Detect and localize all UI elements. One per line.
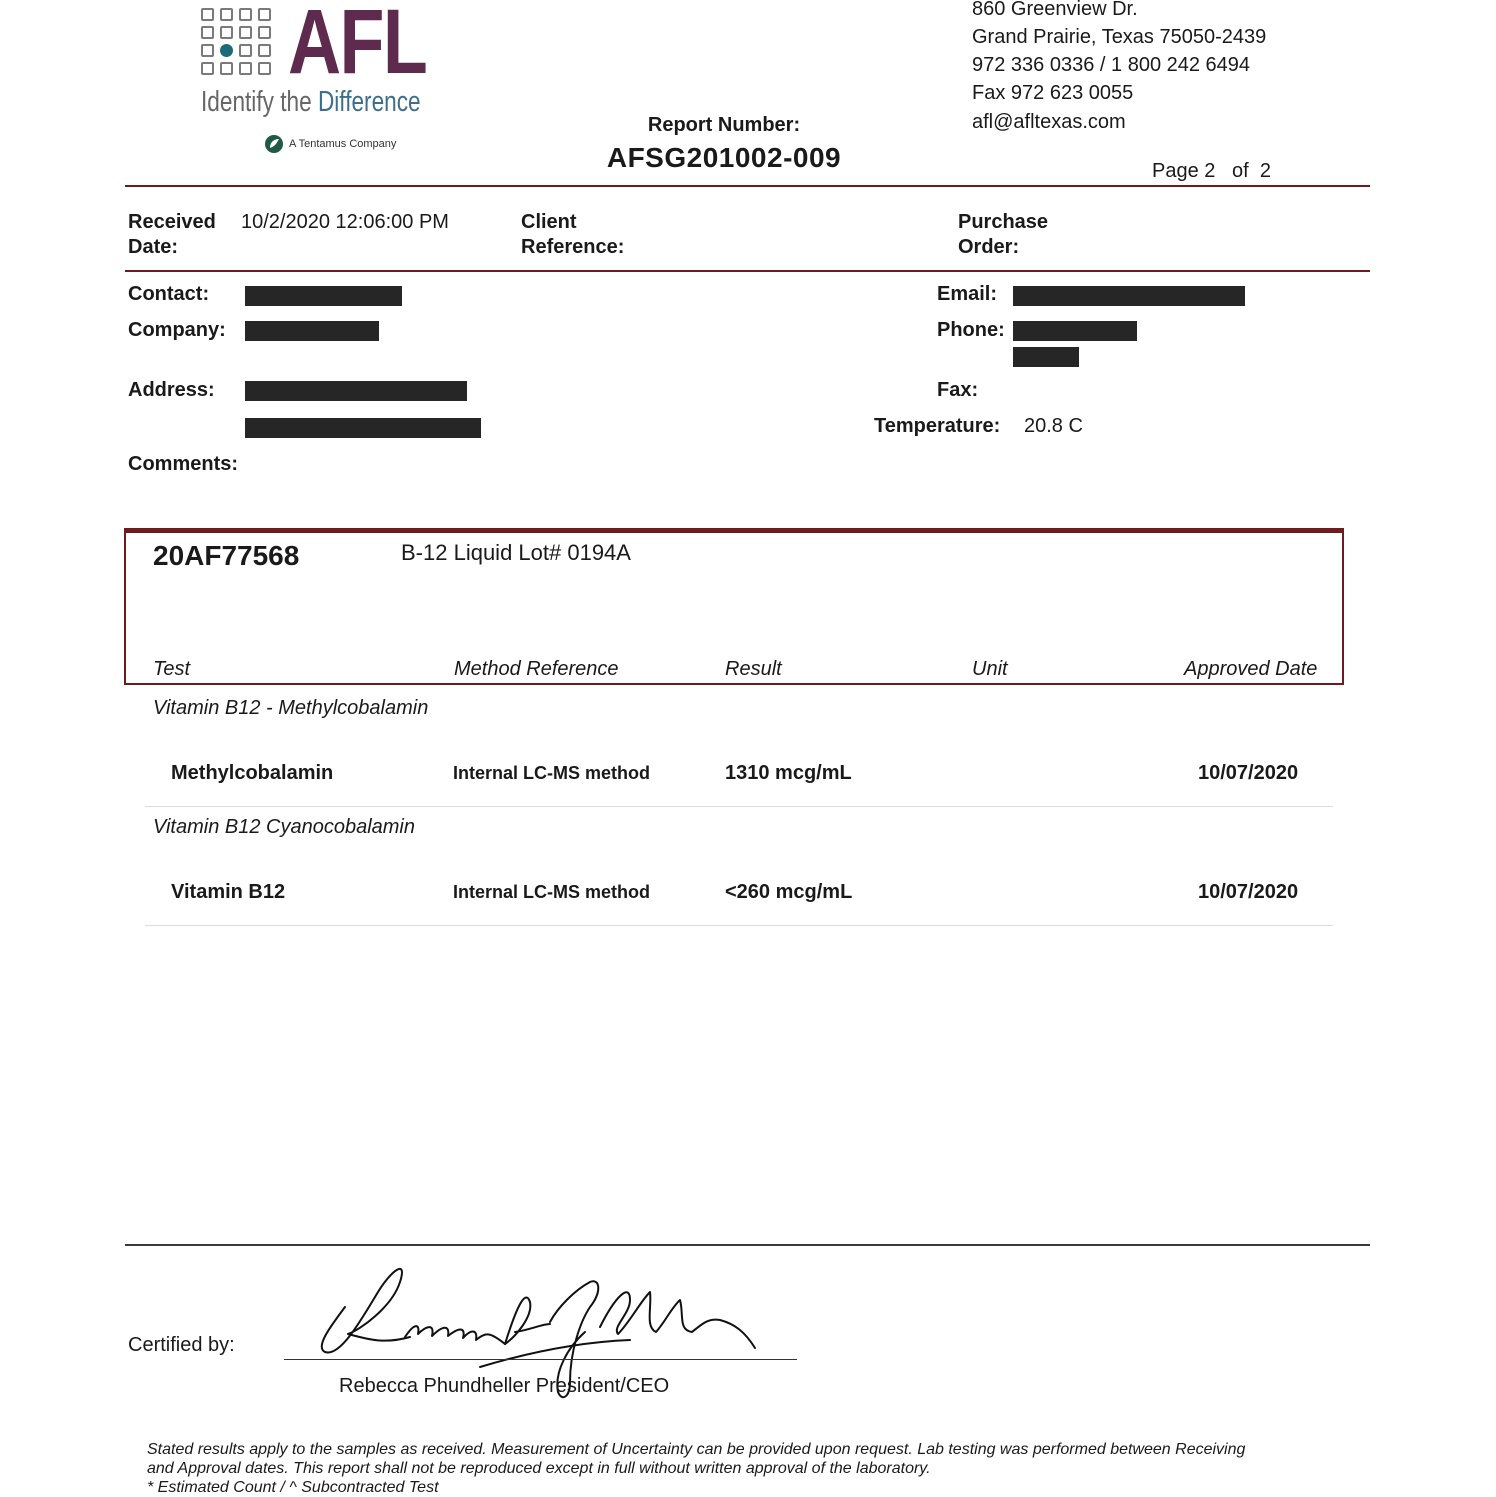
page-indicator: Page 2 of 2 xyxy=(1152,160,1271,182)
test-result: <260 mcg/mL xyxy=(725,881,853,903)
temperature-label: Temperature: xyxy=(874,415,1001,437)
logo-grid-icon xyxy=(201,8,273,78)
address-line-5: afl@afltexas.com xyxy=(972,111,1126,133)
footer-line-2: and Approval dates. This report shall not be reproduced except in full without written approval of the laboratory. xyxy=(147,1460,931,1477)
tentamus-leaf-icon xyxy=(264,134,284,154)
address-line-1: 860 Greenview Dr. xyxy=(972,0,1138,20)
test-group-name: Vitamin B12 Cyanocobalamin xyxy=(153,816,416,838)
client-label-line2: Reference: xyxy=(521,236,625,258)
test-method: Internal LC-MS method xyxy=(453,882,650,902)
phone-redaction-2 xyxy=(1013,347,1079,367)
test-result: 1310 mcg/mL xyxy=(725,762,852,784)
address-line-3: 972 336 0336 / 1 800 242 6494 xyxy=(972,54,1251,76)
received-date-label xyxy=(128,210,216,260)
header-rule xyxy=(125,185,1370,187)
purchase-order-label xyxy=(958,210,1048,260)
email-redaction xyxy=(1013,286,1245,306)
parent-company: A Tentamus Company xyxy=(289,138,397,150)
report-number: AFSG201002-009 xyxy=(606,142,842,173)
sample-id: 20AF77568 xyxy=(153,540,300,571)
test-approved-date: 10/07/2020 xyxy=(1198,762,1299,784)
row-divider xyxy=(145,925,1333,926)
received-label-line1: Received xyxy=(128,211,216,233)
phone-label: Phone: xyxy=(937,319,1005,341)
report-number-label: Report Number: xyxy=(647,114,801,136)
po-label-line1: Purchase xyxy=(958,211,1049,233)
logo-brand: AFL xyxy=(288,0,427,93)
test-approved-date: 10/07/2020 xyxy=(1198,881,1299,903)
client-reference-label xyxy=(521,210,624,260)
test-group-name: Vitamin B12 - Methylcobalamin xyxy=(153,697,429,719)
client-label-line1: Client xyxy=(521,211,577,233)
po-label-line2: Order: xyxy=(958,236,1020,258)
temperature-value: 20.8 C xyxy=(1024,415,1083,437)
address-redaction-2 xyxy=(245,418,481,438)
test-method: Internal LC-MS method xyxy=(453,763,650,783)
address-line-4: Fax 972 623 0055 xyxy=(972,82,1134,104)
test-name: Methylcobalamin xyxy=(171,762,334,784)
certified-by-label: Certified by: xyxy=(128,1334,235,1356)
footer-line-1: Stated results apply to the samples as received. Measurement of Uncertainty can be provided upon request. Lab testing was performed between Receiving xyxy=(147,1441,1246,1458)
footer-line-3: * Estimated Count / ^ Subcontracted Test xyxy=(147,1479,439,1496)
info-rule xyxy=(125,270,1370,272)
test-name: Vitamin B12 xyxy=(171,881,286,903)
signer-name: Rebecca Phundheller President/CEO xyxy=(339,1375,670,1397)
column-header-test: Test xyxy=(153,658,191,680)
logo-tagline xyxy=(201,88,421,117)
contact-redaction xyxy=(245,286,402,306)
column-header-method: Method Reference xyxy=(454,658,619,680)
sample-description: B-12 Liquid Lot# 0194A xyxy=(401,540,631,565)
company-redaction xyxy=(245,321,379,341)
comments-label: Comments: xyxy=(128,453,239,475)
fax-label: Fax: xyxy=(937,379,979,401)
address-redaction-1 xyxy=(245,381,467,401)
received-date-value: 10/2/2020 12:06:00 PM xyxy=(241,211,449,233)
column-header-unit: Unit xyxy=(972,658,1008,680)
column-header-approved-date: Approved Date xyxy=(1184,658,1318,680)
phone-redaction-1 xyxy=(1013,321,1137,341)
contact-label: Contact: xyxy=(128,283,210,305)
column-header-result: Result xyxy=(725,658,782,680)
received-label-line2: Date: xyxy=(128,236,179,258)
certification-rule xyxy=(125,1244,1370,1246)
tagline-part-b: Difference xyxy=(317,86,421,118)
company-label: Company: xyxy=(128,319,226,341)
tagline-part-a: Identify the xyxy=(201,86,318,118)
email-label: Email: xyxy=(937,283,998,305)
row-divider xyxy=(145,806,1333,807)
address-label: Address: xyxy=(128,379,215,401)
address-line-2: Grand Prairie, Texas 75050-2439 xyxy=(972,26,1267,48)
signature-line xyxy=(284,1359,797,1360)
